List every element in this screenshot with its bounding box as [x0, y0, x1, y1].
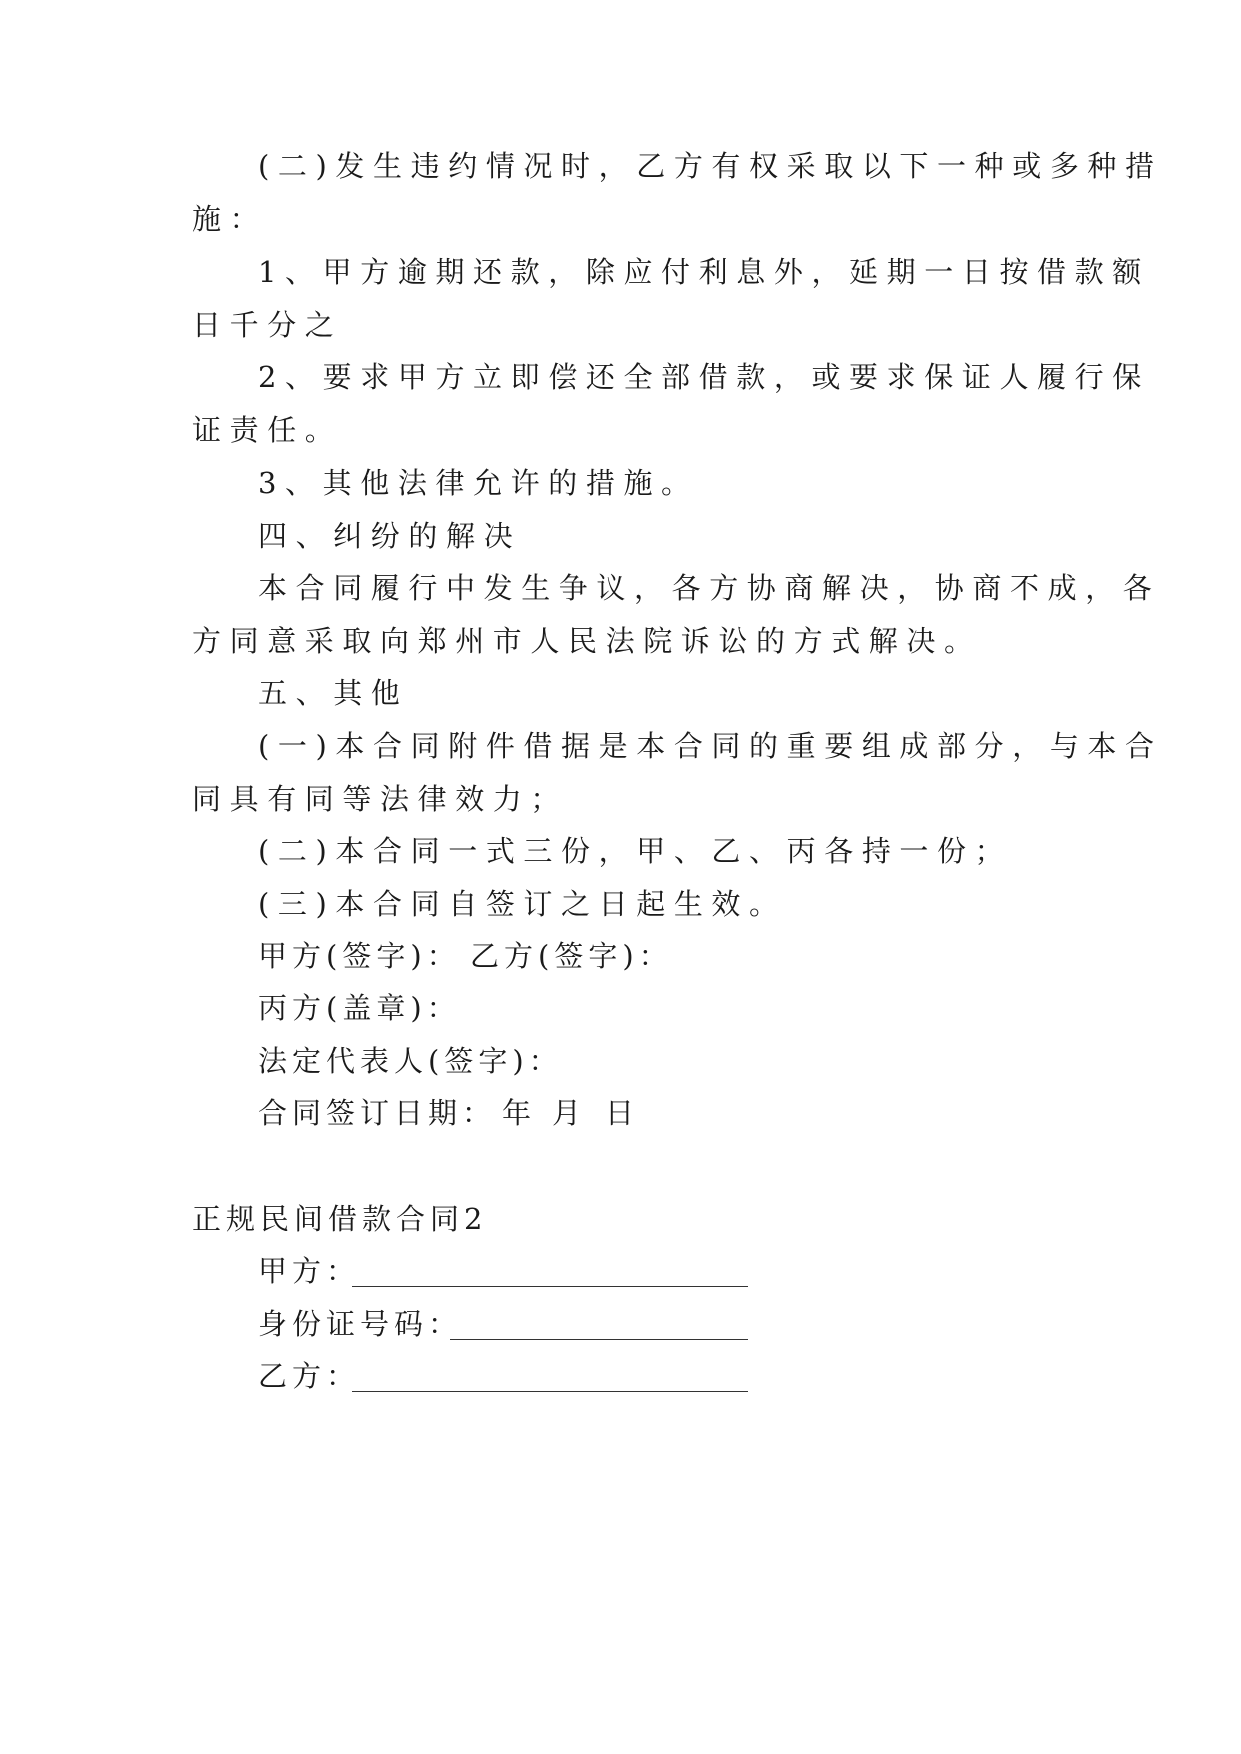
sign-date-month: 月 — [552, 1096, 582, 1130]
party-b-blank-line — [352, 1391, 748, 1392]
paragraph-breach-measures-line-1: (二)发生违约情况时，乙方有权采取以下一种或多种措 — [258, 149, 1163, 183]
paragraph-item-1-line-1: 1、甲方逾期还款，除应付利息外，延期一日按借款额 — [258, 255, 1150, 289]
paragraph-other-1-line-1: (一)本合同附件借据是本合同的重要组成部分，与本合 — [258, 729, 1163, 763]
sign-date-year: 年 — [502, 1096, 532, 1130]
party-a-signature-label: 甲方(签字)： — [258, 939, 461, 973]
section-heading-dispute: 四、纠纷的解决 — [258, 519, 522, 553]
id-number-blank-line — [450, 1339, 748, 1340]
contract-2-id-number-label: 身份证号码： — [258, 1307, 463, 1341]
paragraph-dispute-line-1: 本合同履行中发生争议，各方协商解决，协商不成，各 — [258, 571, 1161, 605]
sign-date-label: 合同签订日期： — [258, 1096, 497, 1130]
paragraph-item-1-line-2: 日千分之 — [192, 308, 343, 342]
paragraph-dispute-line-2: 方同意采取向郑州市人民法院诉讼的方式解决。 — [192, 624, 982, 658]
party-c-seal-label: 丙方(盖章)： — [258, 991, 461, 1025]
contract-2-party-a-label: 甲方： — [258, 1254, 361, 1288]
contract-2-party-b-label: 乙方： — [258, 1359, 361, 1393]
paragraph-item-2-line-2: 证责任。 — [192, 413, 343, 447]
section-heading-other: 五、其他 — [258, 676, 409, 710]
legal-representative-label: 法定代表人(签字)： — [258, 1044, 563, 1078]
paragraph-other-1-line-2: 同具有同等法律效力； — [192, 782, 569, 816]
paragraph-item-3: 3、其他法律允许的措施。 — [258, 466, 699, 500]
paragraph-other-3: (三)本合同自签订之日起生效。 — [258, 887, 787, 921]
party-b-signature-label: 乙方(签字)： — [470, 939, 673, 973]
contract-2-title: 正规民间借款合同2 — [192, 1202, 488, 1236]
paragraph-breach-measures-line-2: 施： — [192, 202, 268, 236]
party-a-blank-line — [352, 1286, 748, 1287]
sign-date-day: 日 — [605, 1096, 635, 1130]
paragraph-other-2: (二)本合同一式三份，甲、乙、丙各持一份； — [258, 834, 1013, 868]
paragraph-item-2-line-1: 2、要求甲方立即偿还全部借款，或要求保证人履行保 — [258, 360, 1150, 394]
